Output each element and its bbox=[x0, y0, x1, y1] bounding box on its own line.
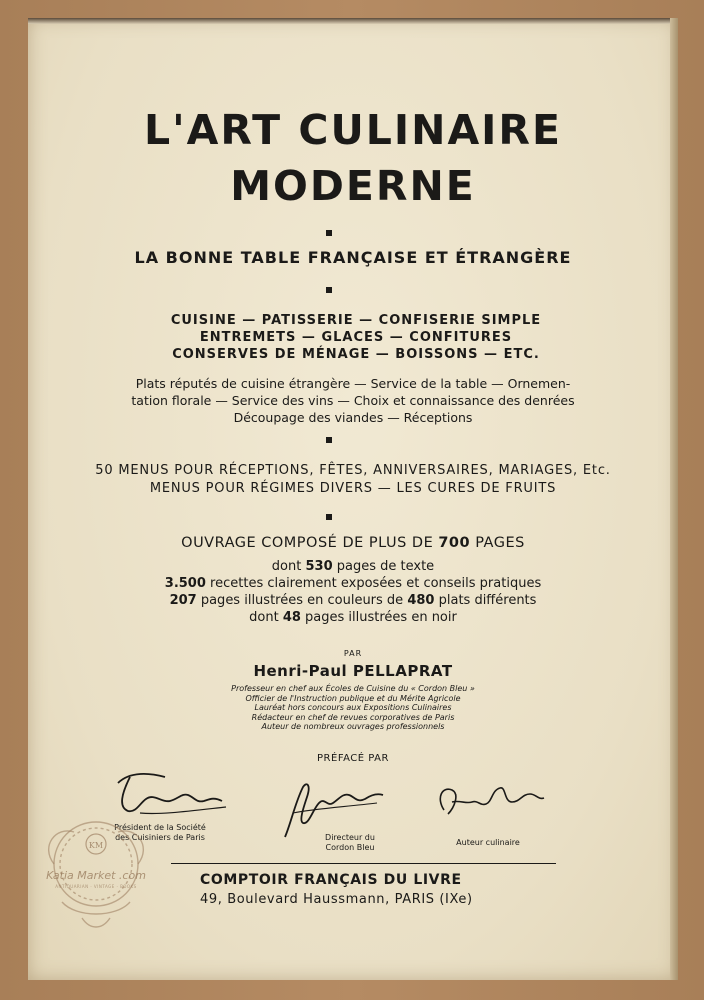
illustrated-mid: pages illustrées en couleurs de bbox=[200, 593, 404, 608]
category-line: CONSERVES DE MÉNAGE — BOISSONS — ETC. bbox=[172, 347, 540, 362]
signatory-3-label bbox=[438, 838, 538, 848]
watermark-subtext: ANTIQUARIAN · VINTAGE · BOOKS bbox=[55, 884, 137, 889]
text-pages-line bbox=[28, 558, 678, 575]
signatory-3-line-1: Auteur culinaire bbox=[456, 838, 520, 847]
publisher-rule bbox=[171, 863, 556, 864]
credential-line: Lauréat hors concours aux Expositions Culinaires bbox=[254, 703, 452, 712]
bw-pre: dont bbox=[249, 610, 279, 625]
recipes-line bbox=[28, 575, 678, 592]
text-pages-post: pages de texte bbox=[336, 559, 435, 574]
publisher-address: 49, Boulevard Haussmann, PARIS (IXe) bbox=[200, 892, 473, 907]
signatory-1-line-1: Président de la Société bbox=[114, 823, 206, 832]
page-right-edge bbox=[670, 18, 678, 980]
separator-bullet bbox=[326, 437, 332, 443]
bw-pages-count: 48 bbox=[282, 610, 301, 625]
text-pages-pre: dont bbox=[271, 559, 302, 574]
menus-line: MENUS POUR RÉGIMES DIVERS — LES CURES DE FRUITS bbox=[149, 481, 557, 496]
title-line-1: L'ART CULINAIRE bbox=[143, 106, 563, 154]
menus-line: 50 MENUS POUR RÉCEPTIONS, FÊTES, ANNIVERSAIRES, MARIAGES, Etc. bbox=[95, 463, 611, 478]
separator-bullet bbox=[326, 514, 332, 520]
credential-line: Professeur en chef aux Écoles de Cuisine du « Cordon Bleu » bbox=[231, 684, 475, 693]
signatory-2-label bbox=[310, 833, 390, 852]
dishes-count: 480 bbox=[407, 593, 435, 608]
watermark-text: Katia Market .com bbox=[46, 869, 146, 882]
description-line: Découpage des viandes — Réceptions bbox=[233, 410, 473, 425]
illustrated-post: plats différents bbox=[438, 593, 537, 608]
publisher-name: COMPTOIR FRANÇAIS DU LIVRE bbox=[200, 872, 462, 888]
recipes-post: recettes clairement exposées et conseils pratiques bbox=[210, 576, 542, 591]
credential-line: Rédacteur en chef de revues corporatives de Paris bbox=[251, 712, 455, 722]
separator-bullet bbox=[326, 230, 332, 236]
bw-pages-line bbox=[28, 609, 678, 626]
pages-total: 700 bbox=[438, 535, 471, 551]
description-line: Plats réputés de cuisine étrangère — Service de la table — Ornemen- bbox=[135, 376, 571, 391]
recipes-count: 3.500 bbox=[164, 576, 206, 591]
separator-bullet bbox=[326, 287, 332, 293]
author-name: Henri-Paul PELLAPRAT bbox=[253, 662, 453, 680]
page-top-edge bbox=[28, 18, 678, 24]
ouvrage-intro: OUVRAGE COMPOSÉ DE PLUS DE bbox=[181, 535, 434, 551]
signature-3 bbox=[430, 776, 550, 826]
svg-text:KM: KM bbox=[88, 841, 104, 850]
signatory-1-line-2: des Cuisiniers de Paris bbox=[115, 832, 205, 842]
category-line: ENTREMETS — GLACES — CONFITURES bbox=[199, 330, 513, 345]
text-pages-count: 530 bbox=[305, 559, 333, 574]
title-line-2: MODERNE bbox=[230, 162, 476, 210]
illustrated-line bbox=[28, 592, 678, 609]
credential-line: Auteur de nombreux ouvrages professionnels bbox=[261, 722, 445, 731]
subtitle: LA BONNE TABLE FRANÇAISE ET ÉTRANGÈRE bbox=[134, 248, 572, 267]
par-label: PAR bbox=[343, 649, 363, 658]
credential-line: Officier de l'Instruction publique et du Mérite Agricole bbox=[245, 693, 461, 703]
category-line: CUISINE — PATISSERIE — CONFISERIE SIMPLE bbox=[170, 313, 542, 328]
description-line: tation florale — Service des vins — Choix et connaissance des denrées bbox=[131, 393, 575, 408]
pages-word: PAGES bbox=[475, 535, 525, 551]
illustrated-pages-count: 207 bbox=[169, 593, 197, 608]
signatory-2-line-1: Directeur du bbox=[325, 833, 375, 842]
ouvrage-summary bbox=[28, 535, 678, 551]
signatory-2-line-2: Cordon Bleu bbox=[325, 842, 375, 852]
preface-label: PRÉFACÉ PAR bbox=[317, 753, 389, 764]
bw-post: pages illustrées en noir bbox=[305, 610, 457, 625]
